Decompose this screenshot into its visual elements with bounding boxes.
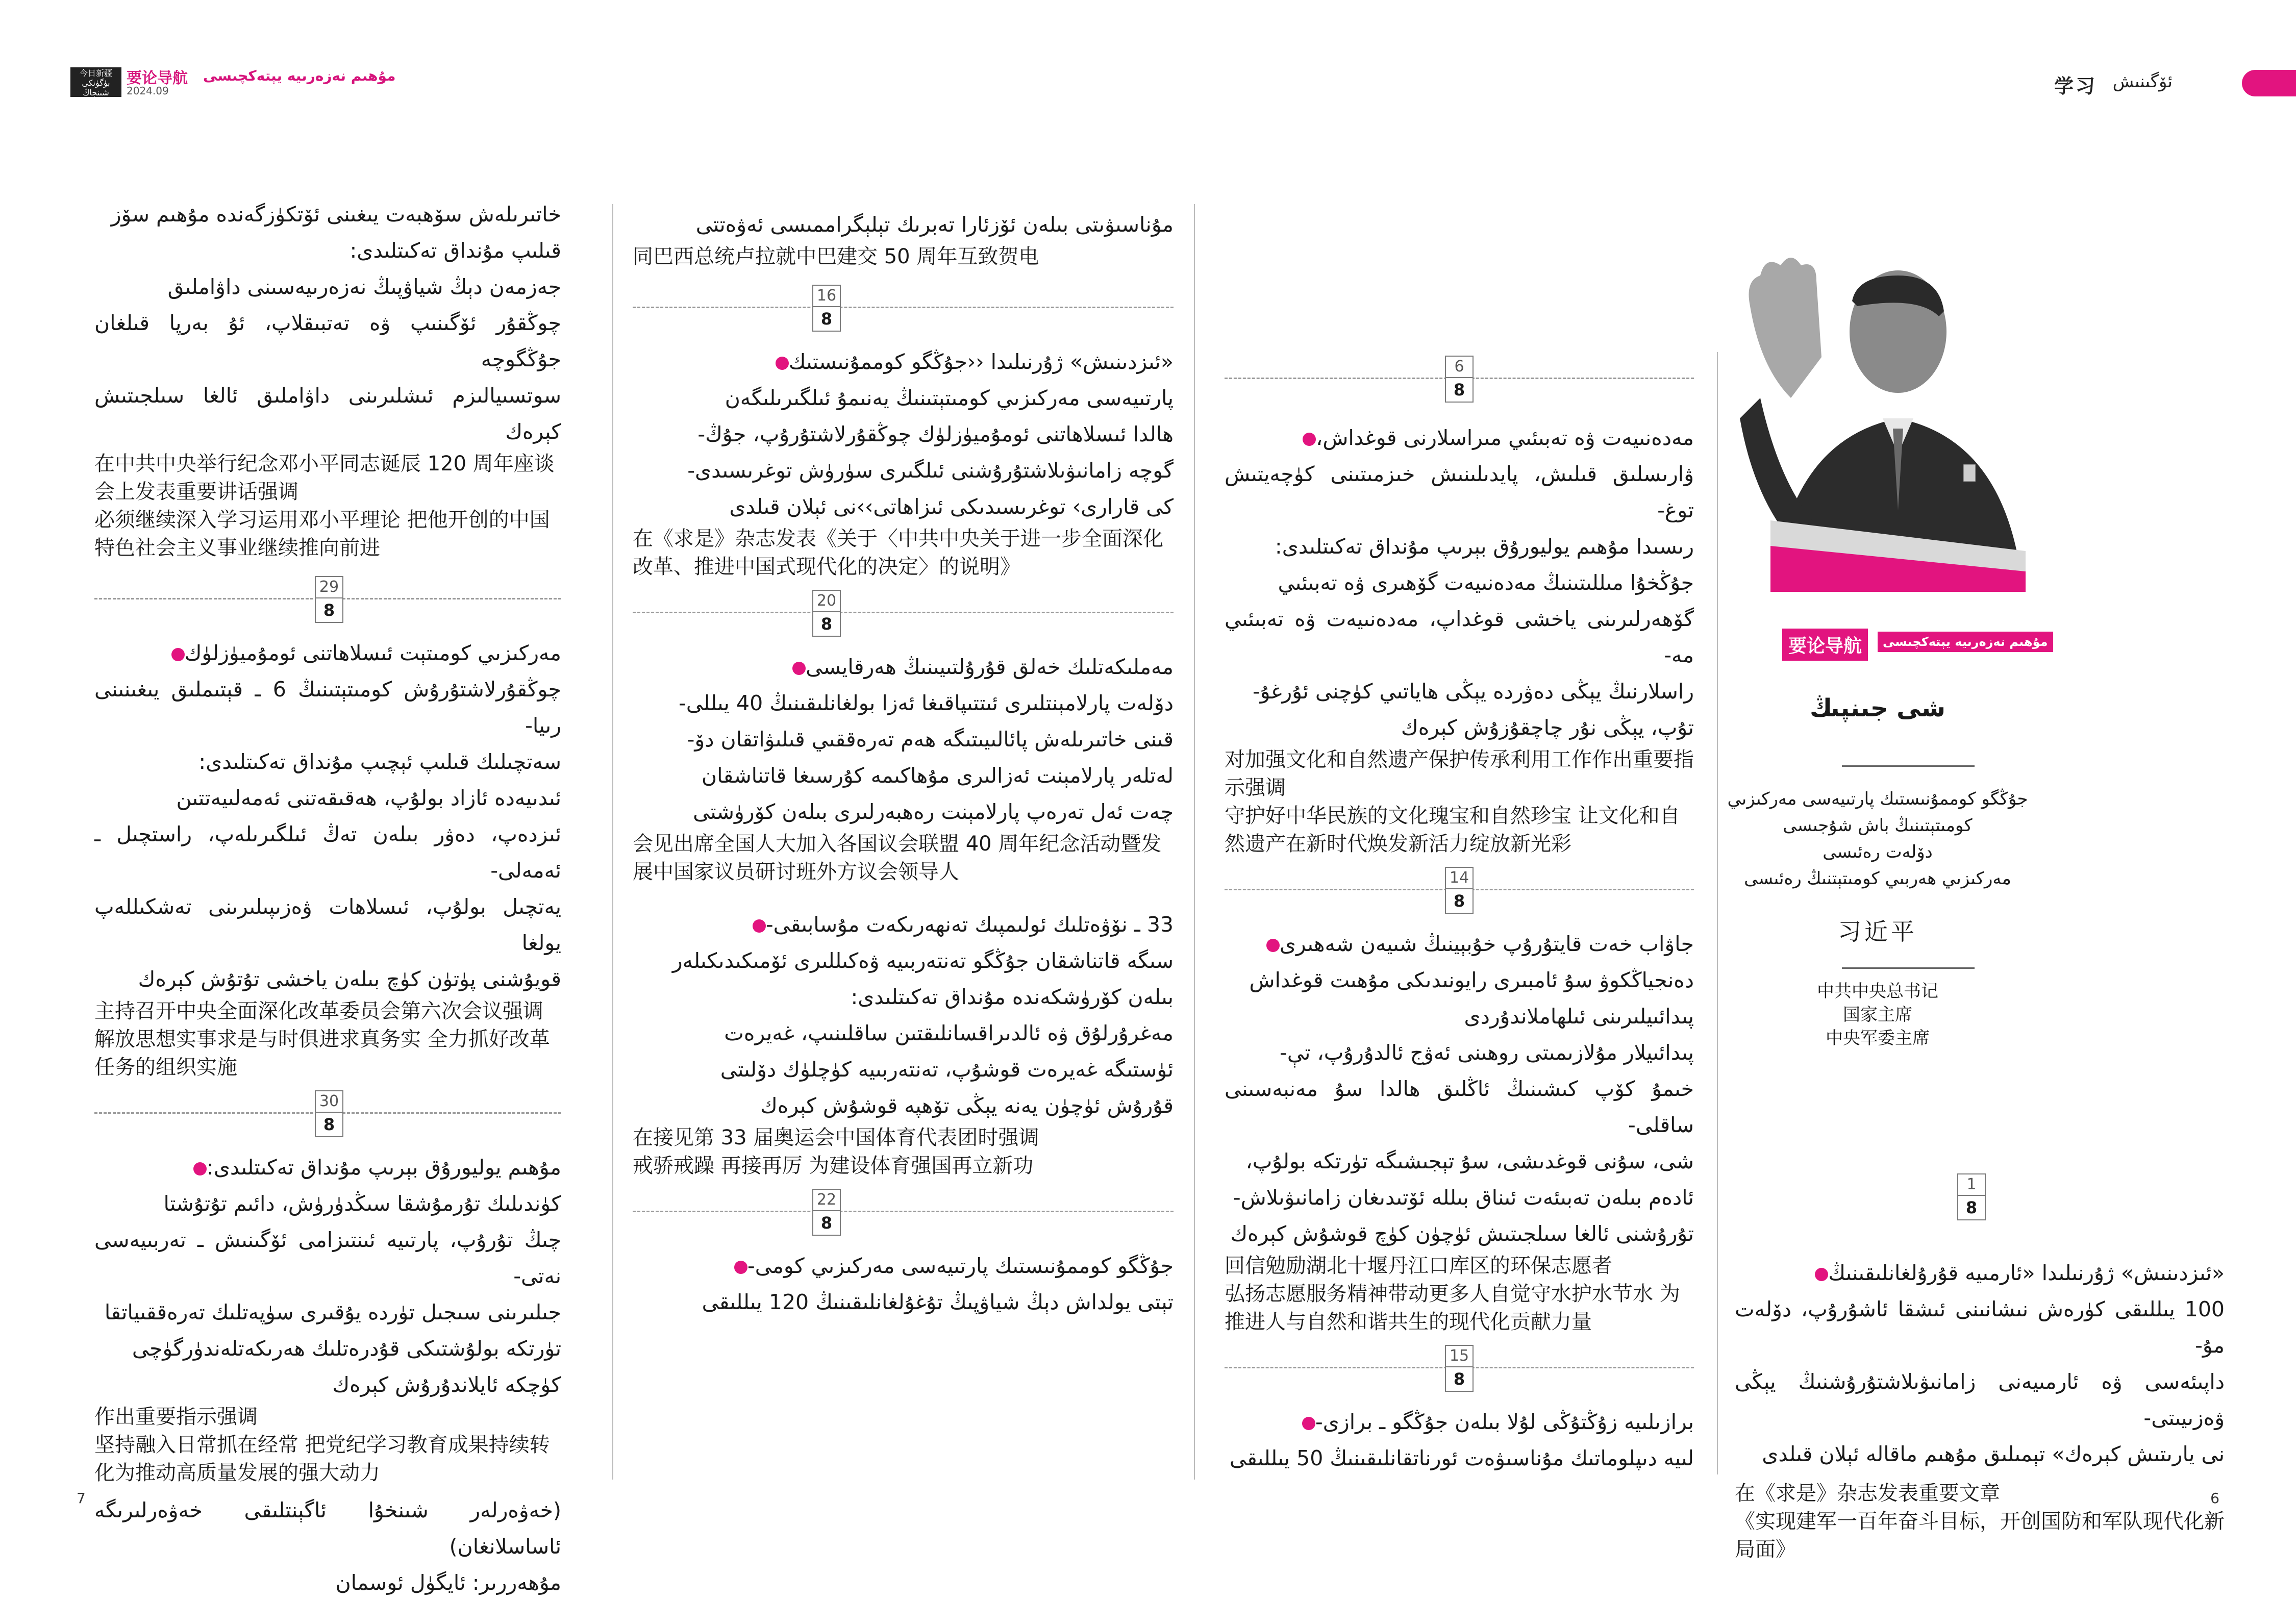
titles-ug <box>1719 786 2036 892</box>
entry-aug-20-ug: مەملىكەتلىك خەلق قۇرۇلتىيىنىڭ ھەرقايسى دۆلەت پارلامېنتلىرى ئىتتىپاقىغا ئەزا بولغانلىقىنىڭ 40 يىللى- قىنى خاتىرىلەش پائالىيىتىگە ھەم تەرەققىي قىلىۋاتقان دۆ- لەتلەر پارلامېنت ئەزالىرى مۇھاكىمە كۇرسىغا قاتناشقان چەت ئەل تەرەپ پارلامېنت رەھبەرلىرى بىلەن كۆرۈشتى <box>679 655 1174 824</box>
entry-aug-29-cn: 主持召开中央全面深化改革委员会第六次会议强调 解放思想实事求是与时俱进求真务实 全力抓好改革任务的组织实施 <box>94 999 550 1079</box>
bullet-icon <box>776 357 789 370</box>
entry-aug-15-cn: 同巴西总统卢拉就中巴建交 50 周年互致贺电 <box>633 245 1039 268</box>
title-line: 国家主席 <box>1843 1005 1912 1025</box>
entry-aug-6-ug: مەدەنىيەت ۋە تەبىئىي مىراسلارنى قوغداش، ۋارىسلىق قىلىش، پايدىلىنىش خىزمىتىنى كۈچەيتىش توغ- رىسىدا مۇھىم يوليورۇق بېرىپ مۇنداق تەكىتلىدى: جۇڭخۇا مىللىتىنىڭ مەدەنىيەت گۆھىرى ۋە تەبىئىي گۆھەرلىرىنى ياخشى قوغداپ، مەدەنىيەت ۋە تەبىئىي مە- راسلارنىڭ يېڭى دەۋردە يېڭى ھاياتىي كۈچنى ئۇرغۇ- تۇپ، يېڭى نۇر چاچقۇزۇش كېرەك <box>1225 426 1694 740</box>
bullet-icon <box>171 648 185 661</box>
entry-aug-20-cn: 会见出席全国人大加入各国议会联盟 40 周年纪念活动暨发展中国家议员研讨班外方议会领导人 <box>633 832 1162 884</box>
titles-cn <box>1719 980 2036 1050</box>
bullet-icon <box>1266 939 1280 952</box>
entry-aug-15-ug: برازىلىيە زۇڭتۇڭى لۇلا بىلەن جۇڭگو ـ برازى- لىيە دىپلوماتىك مۇناسىۋەت ئورناتقانلىقىنىڭ 50 يىللىقى <box>1229 1410 1694 1470</box>
name-cn: 习近平 <box>1838 918 1917 945</box>
entry-aug-30-cn: 作出重要指示强调 坚持融入日常抓在经常 把党纪学习教育成果持续转化为推动高质量发展的强大动力 <box>94 1405 550 1485</box>
column-divider <box>1717 352 1718 1474</box>
column-label-ug: ئۆگىنىش <box>2112 71 2173 92</box>
section-title-ug: مۇھىم نەزەرىيە يېتەكچىسى <box>203 67 396 84</box>
column-label-cn: 学习 <box>2054 75 2097 97</box>
entry-aug-6-cn: 对加强文化和自然遗产保护传承利用工作作出重要指示强调 守护好中华民族的文化瑰宝和自然珍宝 让文化和自然遗产在新时代焕发新活力绽放新光彩 <box>1225 748 1694 856</box>
date-calendar-icon: 15 8 <box>1445 1345 1474 1392</box>
entry-aug-16-ug: «ئىزدىنىش» ژۇرنىلىدا ‹‹جۇڭگو كوممۇنىستىك پارتىيەسى مەركىزىي كومىتېتىنىڭ يەنىمۇ ئىلگىرىلىگەن ھالدا ئىسلاھاتنى ئومۇميۈزلۈك چوڭقۇرلاشتۇرۇپ، جۇڭ- گوچە زامانىۋىلاشتۇرۇشنى ئىلگىرى سۈرۈش توغرىسىدى- كى قارارى› توغرىسىدىكى ئىزاھاتى››نى ئېلان قىلدى <box>687 349 1174 519</box>
bullet-icon <box>1815 1268 1828 1281</box>
title-line: مەركىزىي ھەربىي كومىتېتنىڭ رەئىسى <box>1744 868 2011 889</box>
column-divider <box>612 204 613 1480</box>
bullet-icon <box>193 1162 207 1175</box>
bullet-icon <box>753 919 766 933</box>
date-calendar-icon: 1 8 <box>1957 1173 1986 1220</box>
bullet-icon <box>792 662 806 675</box>
date-calendar-icon: 22 8 <box>812 1189 841 1236</box>
bullet-icon <box>1303 433 1316 446</box>
entry-aug-22-cn: 在中共中央举行纪念邓小平同志诞辰 120 周年座谈会上发表重要讲话强调 必须继续深入学习运用邓小平理论 把他开创的中国特色社会主义事业继续推向前进 <box>94 452 555 560</box>
date-calendar-icon: 30 8 <box>315 1090 343 1137</box>
title-line: 中共中央总书记 <box>1817 981 1938 1002</box>
header-accent-bar <box>2242 70 2296 96</box>
name-divider <box>1842 967 1975 969</box>
date-calendar-icon: 6 8 <box>1445 356 1474 403</box>
bullet-icon <box>1302 1417 1315 1430</box>
title-line: 中央军委主席 <box>1826 1028 1930 1048</box>
date-calendar-icon: 16 8 <box>812 285 841 332</box>
name-ug: شى جىنپىڭ <box>1810 694 1945 722</box>
issue-date: 2024.09 <box>127 85 169 97</box>
date-calendar-icon: 14 8 <box>1445 867 1474 914</box>
entry-aug-15-cont-ug: مۇناسىۋىتى بىلەن ئۆزئارا تەبرىك تېلېگراممىسى ئەۋەتتى <box>695 212 1174 237</box>
entry-aug-30-ug: مۇھىم يوليورۇق بېرىپ مۇنداق تەكىتلىدى: كۈندىلىك تۇرمۇشقا سىڭدۈرۈش، دائىم تۇتۇشتا چىڭ تۇرۇپ، پارتىيە ئىنتىزامى ئۆگىنىش ـ تەربىيەسى نەتى- جىلىرىنى سىجىل تۈردە يۇقىرى سۈپەتلىك تەرەققىياتقا تۈرتكە بولۇشتىكى قۇدرەتلىك ھەرىكەتلەندۈرگۈچى كۈچكە ئايلاندۇرۇش كېرەك <box>94 1155 561 1397</box>
entry-olympics-cn: 在接见第 33 届奥运会中国体育代表团时强调 戒骄戒躁 再接再厉 为建设体育强国再立新功 <box>633 1126 1039 1178</box>
entry-aug-22-ug: جۇڭگو كوممۇنىستىك پارتىيەسى مەركىزىي كومى- تېتى يولداش دېڭ شياۋپىڭ تۇغۇلغانلىقىنىڭ 120 يىللىقى <box>702 1254 1174 1314</box>
banner-cn: 要论导航 <box>1782 629 1868 661</box>
column-divider <box>1194 204 1195 1480</box>
magazine-logo: 今日新疆 بۈگۈنكى شىنجاڭ <box>70 67 121 97</box>
title-line: دۆلەت رەئىسى <box>1823 842 1933 862</box>
entry-aug-16-cn: 在《求是》杂志发表《关于〈中共中央关于进一步全面深化改革、推进中国式现代化的决定〉的说明》 <box>633 527 1163 579</box>
entry-aug-29-ug: مەركىزىي كومىتېت ئىسلاھاتنى ئومۇميۈزلۈك چوڭقۇرلاشتۇرۇش كومىتېتىنىڭ 6 ـ قېتىملىق يىغىنىنى رىيا- سەتچىلىك قىلىپ ئېچىپ مۇنداق تەكىتلىدى: ئىدىيەدە ئازاد بولۇپ، ھەقىقەتنى ئەمەلىيەتتىن ئىزدەپ، دەۋر بىلەن تەڭ ئىلگىرىلەپ، راستچىل ـ ئەمەلى- يەتچىل بولۇپ، ئىسلاھات ۋەزىپىلىرىنى تەشكىللەپ يولغا قويۇشنى پۈتۈن كۈچ بىلەن ياخشى تۇتۇش كېرەك <box>94 641 561 991</box>
column-4 <box>94 196 561 1601</box>
bullet-icon <box>734 1261 747 1274</box>
column-3 <box>633 207 1174 1320</box>
banner-ug: مۇھىم نەزەرىيە يېتەكچىسى <box>1878 632 2053 652</box>
page-number-left: 7 <box>77 1490 86 1507</box>
entry-aug-22-cont-ug: خاتىرىلەش سۆھبەت يىغىنى ئۆتكۈزگەندە مۇھىم سۆز قىلىپ مۇنداق تەكىتلىدى: جەزمەن دېڭ شياۋپىڭ نەزەرىيەسىنى داۋاملىق چوڭقۇر ئۆگىنىپ ۋە تەتبىقلاپ، ئۇ بەرپا قىلغان جۇڭگوچە سوتسىيالىزم ئىشلىرىنى داۋاملىق ئالغا سىلجىتىش كېرەك <box>94 202 561 444</box>
section-title-cn: 要论导航 <box>127 69 188 87</box>
date-calendar-icon: 20 8 <box>812 590 841 637</box>
page-number-right: 6 <box>2210 1490 2219 1507</box>
entry-aug-1: 1 8 «ئىزدىنىش» ژۇرنىلىدا «ئارمىيە قۇرۇلغانلىقىنىڭ 100 يىللىقى كۈرەش نىشانىنى ئىشقا ئاشۇرۇپ، دۆلەت مۇ- داپىئەسى ۋە ئارمىيەنى زامانىۋىلاشتۇرۇشنىڭ يېڭى ۋەزىيىتى- نى يارىتىش كېرەك» تېمىلىق مۇھىم ماقالە ئېلان قىلدى 在《求是》杂志发表重要文章 《实现建军一百年奋斗目标，开创国防和军队现代化新局面》 <box>1735 1173 2225 1564</box>
source-credit: (خەۋەرلەر شىنخۇا ئاگېنتلىقى خەۋەرلىرىگە ئاساسلانغان) مۇھەررىر: ئايگۈل ئوسمان <box>94 1498 561 1595</box>
entry-olympics-ug: 33 ـ نۆۋەتلىك ئولىمپىك تەنھەرىكەت مۇسابىقى- سىگە قاتناشقان جۇڭگو تەنتەربىيە ۋەكىللىرى ئۆمىكىدىكىلەر بىلەن كۆرۈشكەندە مۇنداق تەكىتلىدى: مەغرۇرلۇق ۋە ئالدىراقسانلىقتىن ساقلىنىپ، غەيرەت ئۈستىگە غەيرەت قوشۇپ، تەنتەربىيە كۈچلۈك دۆلىتى قۇرۇش ئۈچۈن يەنە يېڭى تۆھپە قوشۇش كېرەك <box>672 912 1174 1118</box>
column-2 <box>1225 352 1694 1477</box>
entry-aug-14-cn: 回信勉励湖北十堰丹江口库区的环保志愿者 弘扬志愿服务精神带动更多人自觉守水护水节水 为推进人与自然和谐共生的现代化贡献力量 <box>1225 1254 1680 1334</box>
name-divider <box>1842 765 1975 767</box>
portrait-photo <box>1730 245 2026 592</box>
entry-aug-14-ug: جاۋاب خەت قايتۇرۇپ خۇبېينىڭ شىيەن شەھىرى دەنجياڭكوۋ سۇ ئامبىرى رايونىدىكى مۇھىت قوغداش پىدائىيلىرىنى ئىلھاملاندۇردى پىدائىيلار مۇلازىمىتى روھىنى ئەۋج ئالدۇرۇپ، تې- خىمۇ كۆپ كىشىنىڭ ئاڭلىق ھالدا سۇ مەنبەسىنى ساقلى- شى، سۇنى قوغدىشى، سۇ تېجىشىگە تۈرتكە بولۇپ، ئادەم بىلەن تەبىئەت ئىناق بىللە ئۆتىدىغان زامانىۋىلاش- تۇرۇشنى ئالغا سىلجىتىش ئۈچۈن كۈچ قوشۇش كېرەك <box>1225 932 1694 1246</box>
date-calendar-icon: 29 8 <box>315 576 343 623</box>
title-line: جۇڭگو كوممۇنىستىك پارتىيەسى مەركىزىي كومىتېتىنىڭ باش شۇجىسى <box>1727 789 2028 836</box>
